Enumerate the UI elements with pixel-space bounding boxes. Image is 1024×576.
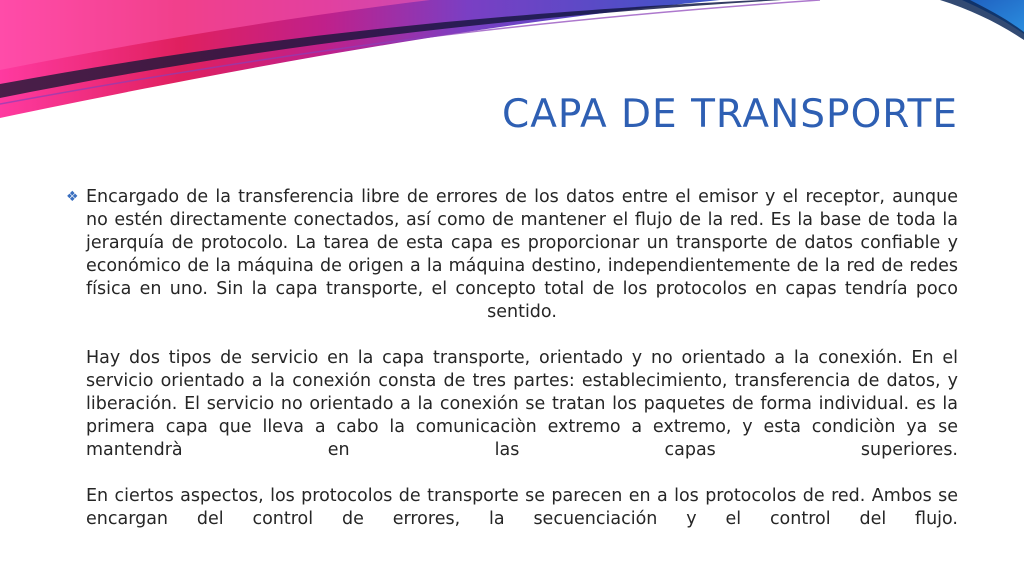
four-diamond-bullet-icon: ❖ [66,189,79,205]
paragraph-1: Encargado de la transferencia libre de errores de los datos entre el emisor y el receptor, aunque no estén directamente conectados, así como de mantener el flujo de la red. Es la base de toda la jerarquía de protocolo. La tarea de esta capa es proporcionar un transporte de datos confiable y económico de la máquina de origen a la máquina destino, independientemente de la red de redes física en uno. Sin la capa transporte, el concepto total de los protocolos en capas tendría poco sentido. [86,187,958,322]
bullet-item [66,186,958,554]
paragraph-3: En ciertos aspectos, los protocolos de transporte se parecen en a los protocolos de red. Ambos se encargan del control de errores, la secuenciación y el control del flujo. [86,486,958,529]
paragraph-2: Hay dos tipos de servicio en la capa transporte, orientado y no orientado a la conexión. En el servicio orientado a la conexión consta de tres partes: establecimiento, transferencia de datos, y liberación. El servicio no orientado a la conexión se tratan los paquetes de forma individual. es la primera capa que lleva a cabo la comunicaciòn extremo a extremo, y esta condiciòn ya se mantendrà en las capas superiores. [86,348,958,460]
slide-body [66,186,958,576]
slide-title: CAPA DE TRANSPORTE [502,92,958,137]
bullet-text [86,186,958,554]
